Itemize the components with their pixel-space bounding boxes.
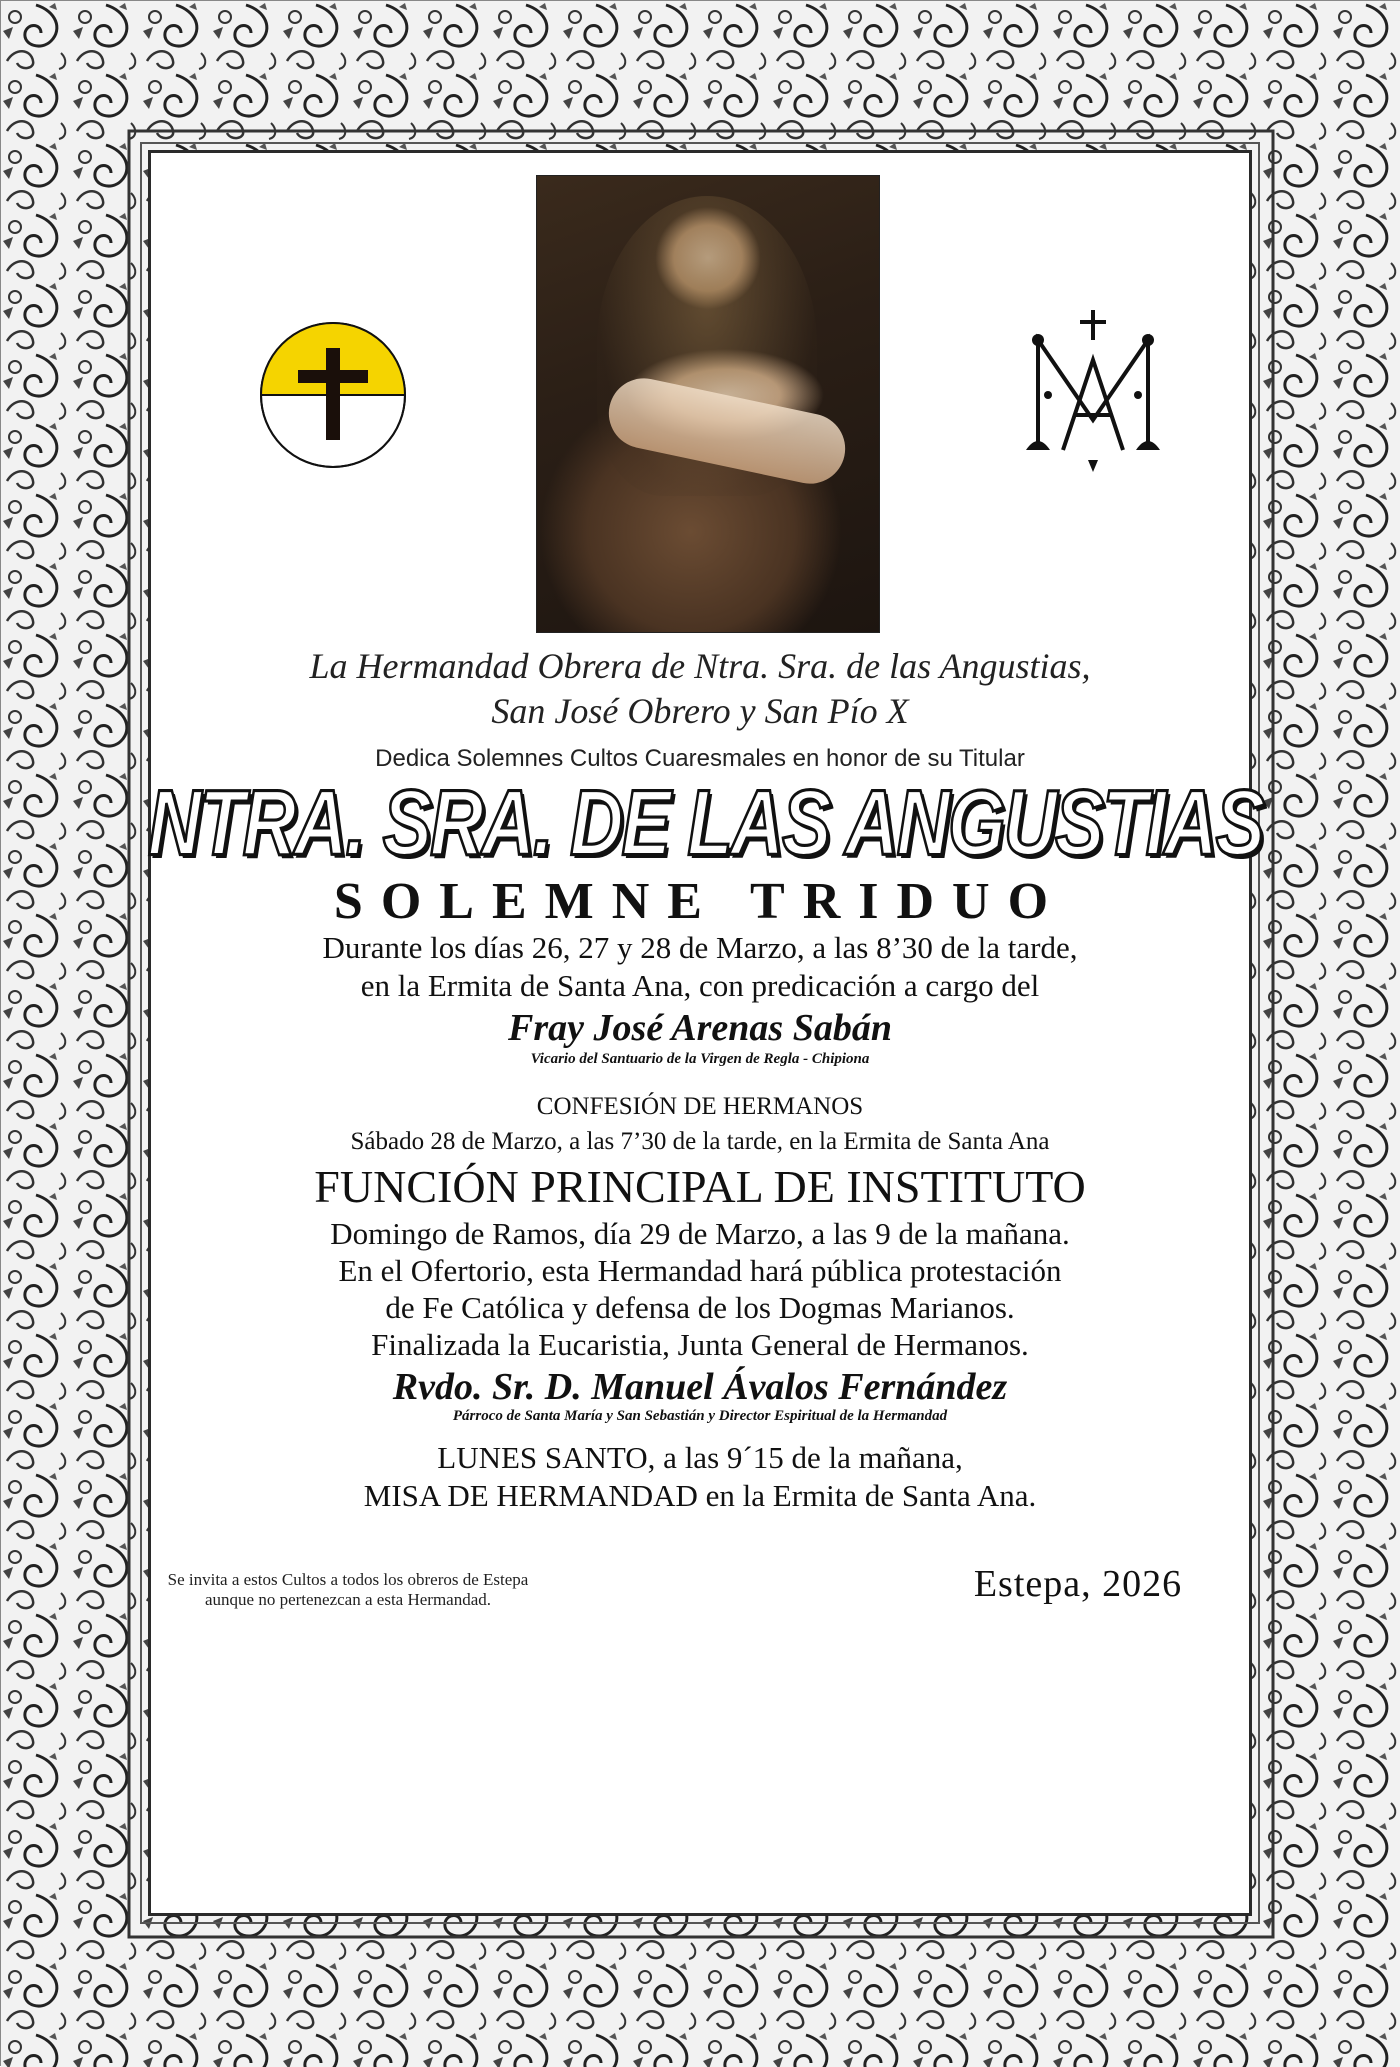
hermandad-line-2: San José Obrero y San Pío X bbox=[491, 691, 909, 731]
invitation-note bbox=[148, 1570, 548, 1610]
lunes-line-1: LUNES SANTO, a las 9´15 de la mañana, bbox=[437, 1440, 963, 1475]
place-year: Estepa, 2026 bbox=[973, 1563, 1183, 1605]
confesion-line: Sábado 28 de Marzo, a las 7’30 de la tarde, en la Ermita de Santa Ana bbox=[350, 1128, 1050, 1155]
triduo-line-1: Durante los días 26, 27 y 28 de Marzo, a las 8’30 de la tarde, bbox=[322, 930, 1078, 965]
funcion-line-2: En el Ofertorio, esta Hermandad hará pública protestación bbox=[338, 1253, 1062, 1288]
funcion-line-3: de Fe Católica y defensa de los Dogmas Marianos. bbox=[385, 1290, 1015, 1325]
marian-monogram-icon bbox=[1018, 300, 1168, 480]
pieta-sculpture-photo bbox=[536, 175, 880, 633]
triduo-title: SOLEMNE TRIDUO bbox=[333, 873, 1067, 930]
funcion-line-1: Domingo de Ramos, día 29 de Marzo, a las 9 de la mañana. bbox=[330, 1216, 1070, 1251]
funcion-title: FUNCIÓN PRINCIPAL DE INSTITUTO bbox=[314, 1161, 1086, 1212]
dedica-line: Dedica Solemnes Cultos Cuaresmales en honor de su Titular bbox=[375, 745, 1025, 772]
celebrant-name: Rvdo. Sr. D. Manuel Ávalos Fernández bbox=[392, 1366, 1008, 1408]
cross-badge-icon bbox=[258, 320, 408, 470]
invite-line-1: Se invita a estos Cultos a todos los obreros de Estepa bbox=[167, 1570, 529, 1589]
celebrant-role: Párroco de Santa María y San Sebastián y Director Espiritual de la Hermandad bbox=[452, 1408, 948, 1424]
preacher-name: Fray José Arenas Sabán bbox=[508, 1007, 892, 1049]
triduo-line-2: en la Ermita de Santa Ana, con predicación a cargo del bbox=[360, 968, 1040, 1003]
titular-heading: NTRA. SRA. DE LAS ANGUSTIAS bbox=[148, 770, 1263, 875]
poster-content bbox=[148, 150, 1263, 1916]
invite-line-2: aunque no pertenezcan a esta Hermandad. bbox=[204, 1590, 492, 1609]
preacher-role: Vicario del Santuario de la Virgen de Regla - Chipiona bbox=[530, 1051, 870, 1067]
confesion-title: CONFESIÓN DE HERMANOS bbox=[536, 1093, 864, 1120]
lunes-line-2: MISA DE HERMANDAD en la Ermita de Santa Ana. bbox=[363, 1478, 1037, 1513]
funcion-line-4: Finalizada la Eucaristia, Junta General de Hermanos. bbox=[371, 1327, 1029, 1362]
hermandad-line-1: La Hermandad Obrera de Ntra. Sra. de las Angustias, bbox=[309, 646, 1091, 686]
